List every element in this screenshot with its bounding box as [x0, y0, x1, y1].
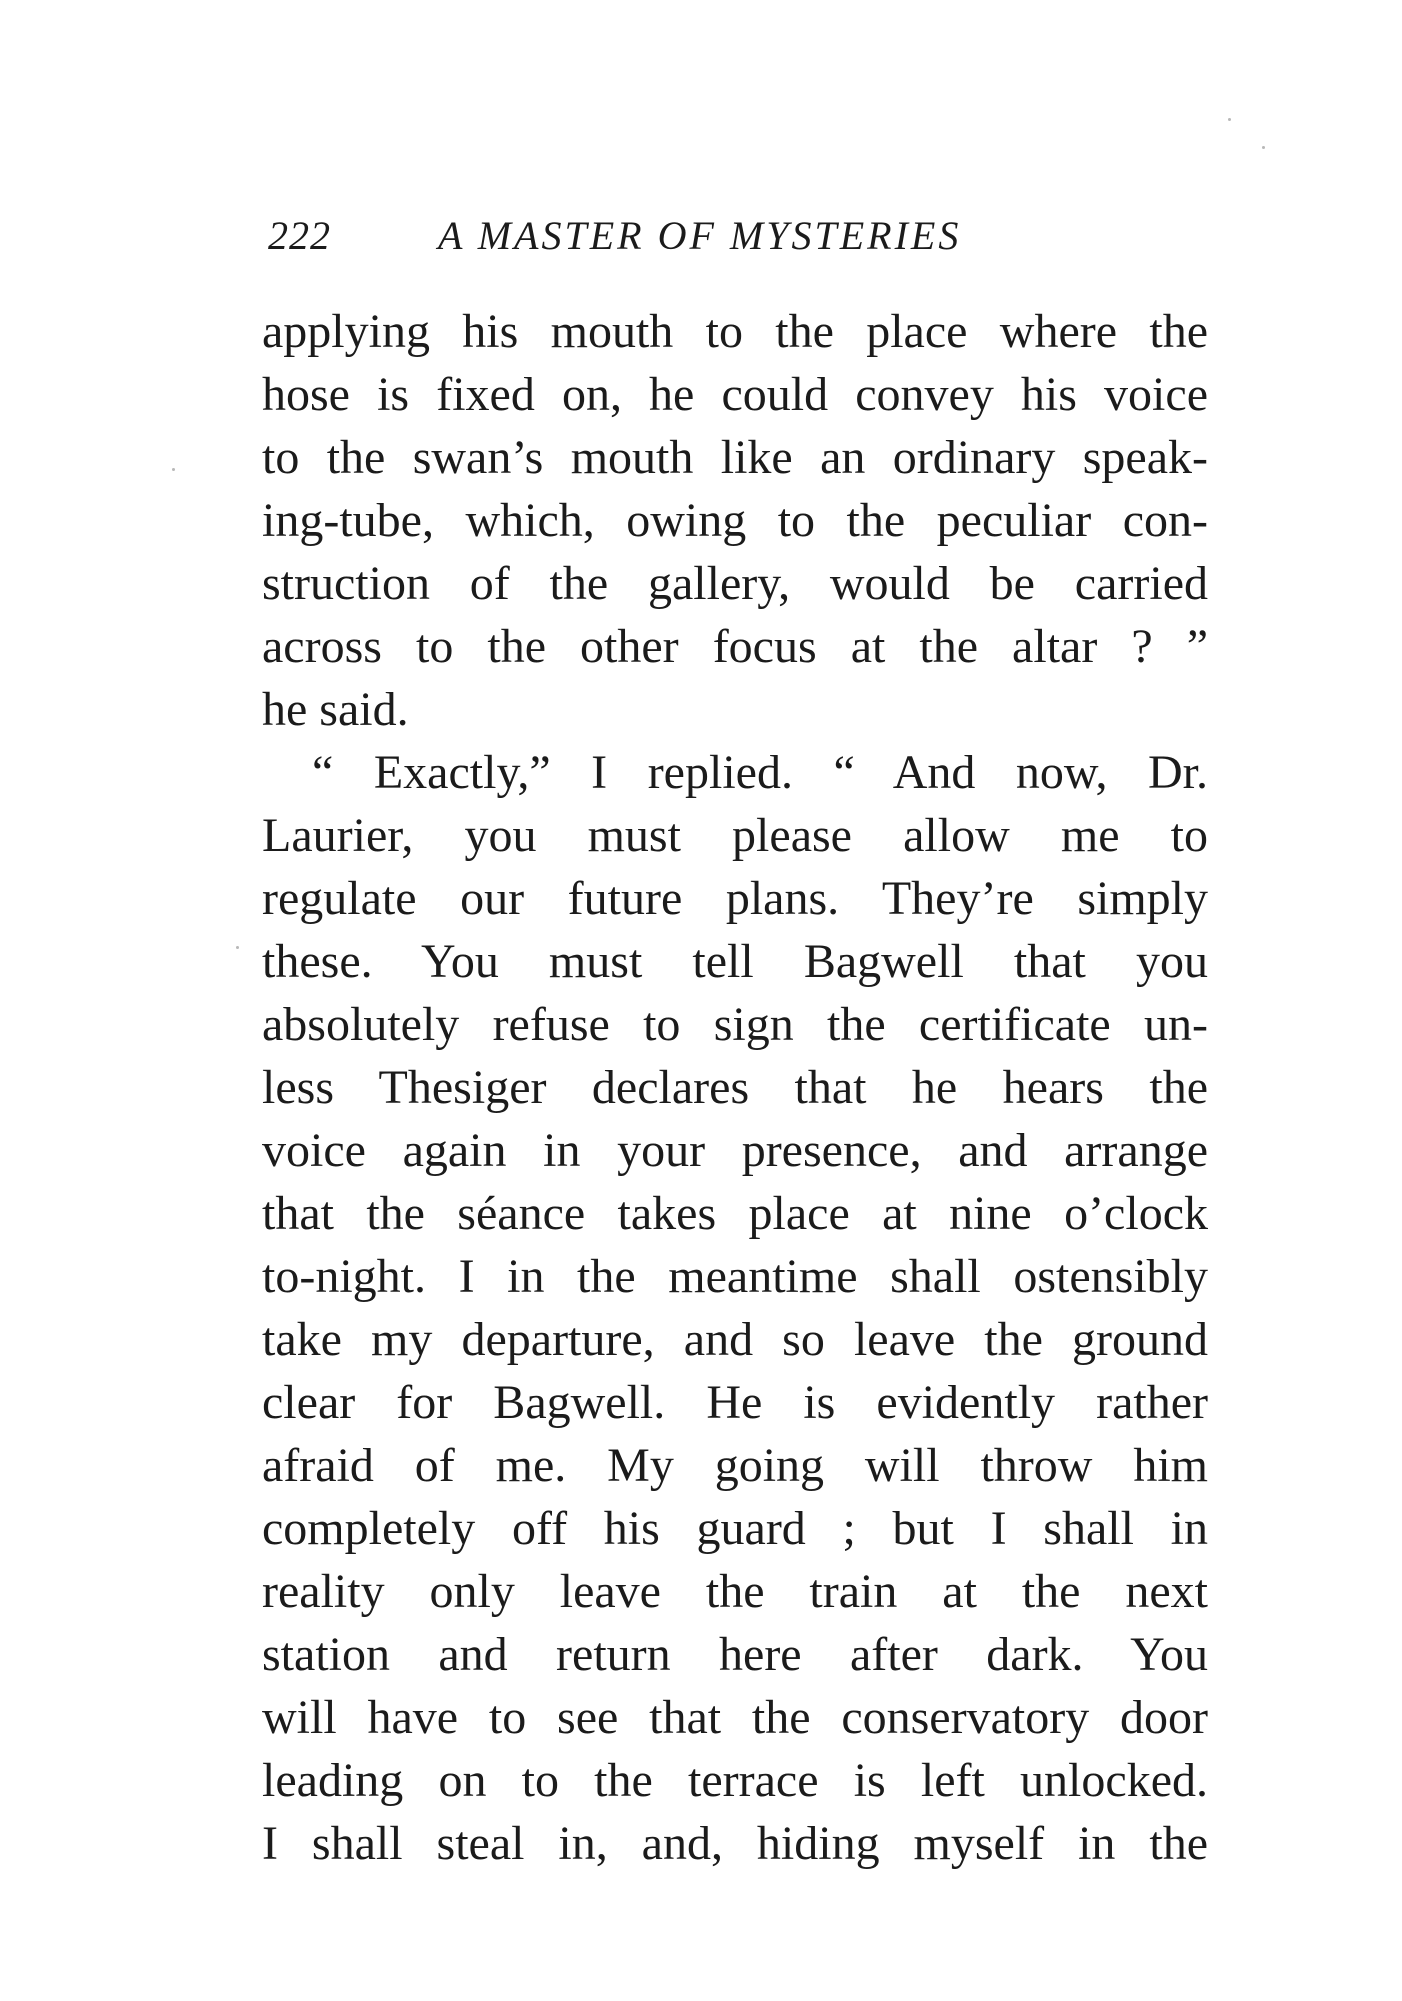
paper-speck: [1262, 146, 1265, 149]
text-line: afraid of me. My going will throw him: [262, 1439, 1208, 1492]
text-line: ing-tube, which, owing to the peculiar con-: [262, 494, 1208, 547]
text-line: less Thesiger declares that he hears the: [262, 1061, 1208, 1114]
running-title: A MASTER OF MYSTERIES: [438, 213, 962, 258]
text-line: struction of the gallery, would be carried: [262, 557, 1208, 610]
text-line: take my departure, and so leave the ground: [262, 1313, 1208, 1366]
text-line: I shall steal in, and, hiding myself in the: [262, 1817, 1208, 1870]
text-line: to the swan’s mouth like an ordinary speak-: [262, 431, 1208, 484]
text-line: voice again in your presence, and arrange: [262, 1124, 1208, 1177]
text-line: absolutely refuse to sign the certificate un-: [262, 998, 1208, 1051]
paper-speck: [172, 468, 175, 471]
text-line: to-night. I in the meantime shall ostensibly: [262, 1250, 1208, 1303]
paper-speck: [1228, 118, 1231, 121]
text-line: reality only leave the train at the next: [262, 1565, 1208, 1618]
text-line: that the séance takes place at nine o’clock: [262, 1187, 1208, 1240]
text-line: will have to see that the conservatory door: [262, 1691, 1208, 1744]
page-header: [268, 212, 1208, 272]
text-line: leading on to the terrace is left unlocked.: [262, 1754, 1208, 1807]
text-line: completely off his guard ; but I shall in: [262, 1502, 1208, 1555]
text-line: Laurier, you must please allow me to: [262, 809, 1208, 862]
text-line: these. You must tell Bagwell that you: [262, 935, 1208, 988]
text-line: “ Exactly,” I replied. “ And now, Dr.: [312, 746, 1208, 799]
text-line: station and return here after dark. You: [262, 1628, 1208, 1681]
text-line: hose is fixed on, he could convey his voice: [262, 368, 1208, 421]
text-line: regulate our future plans. They’re simply: [262, 872, 1208, 925]
body-text: [262, 300, 1208, 1875]
text-line: across to the other focus at the altar ? ”: [262, 620, 1208, 673]
text-line: clear for Bagwell. He is evidently rather: [262, 1376, 1208, 1429]
page-number: 222: [268, 213, 331, 258]
text-line: applying his mouth to the place where the: [262, 305, 1208, 358]
paper-speck: [236, 946, 239, 949]
text-line: he said.: [262, 683, 409, 736]
